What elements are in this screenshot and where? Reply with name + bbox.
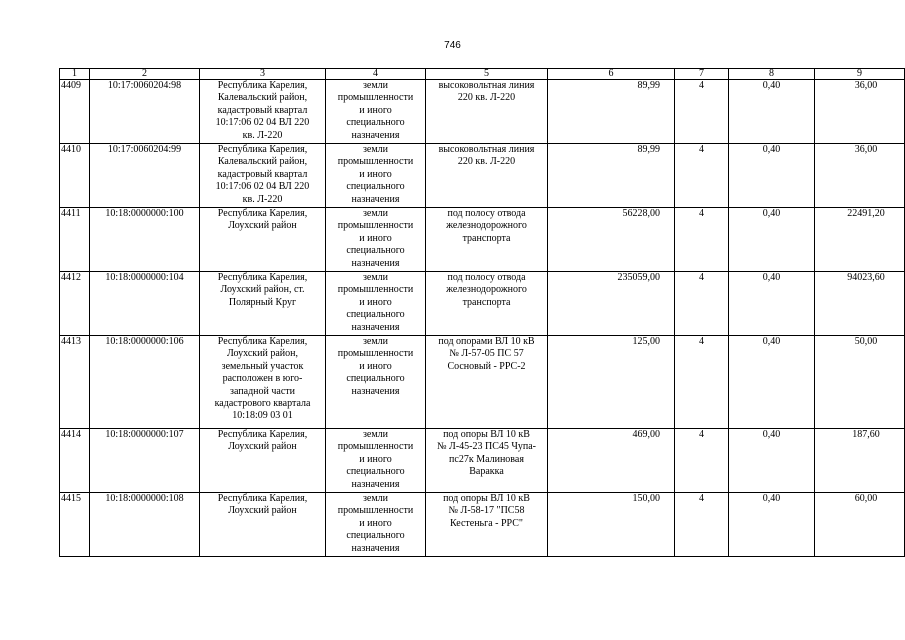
cadastral-number: 10:17:0060204:99 xyxy=(90,144,200,208)
amount: 60,00 xyxy=(815,493,905,557)
rate: 0,40 xyxy=(729,208,815,272)
rate: 0,40 xyxy=(729,429,815,493)
column-header: 1 xyxy=(60,69,90,80)
column-number-row xyxy=(60,69,905,80)
area: 235059,00 xyxy=(548,272,675,336)
area: 150,00 xyxy=(548,493,675,557)
row-id: 4409 xyxy=(60,80,90,144)
permitted-use: под опорами ВЛ 10 кВ № Л-57-05 ПС 57 Сосновый - РРС-2 xyxy=(426,336,548,429)
column-header: 8 xyxy=(729,69,815,80)
col7-value: 4 xyxy=(675,272,729,336)
land-category: земли промышленности и иного специального назначения xyxy=(326,208,426,272)
amount: 22491,20 xyxy=(815,208,905,272)
area: 469,00 xyxy=(548,429,675,493)
amount: 36,00 xyxy=(815,80,905,144)
rate: 0,40 xyxy=(729,144,815,208)
address: Республика Карелия, Лоухский район xyxy=(200,208,326,272)
table-row xyxy=(60,208,905,272)
address: Республика Карелия, Лоухский район, земельный участок расположен в юго- западной части кадастрового квартала 10:18:09 03 01 xyxy=(200,336,326,429)
rate: 0,40 xyxy=(729,493,815,557)
cadastral-number: 10:18:0000000:106 xyxy=(90,336,200,429)
column-header: 4 xyxy=(326,69,426,80)
col7-value: 4 xyxy=(675,429,729,493)
col7-value: 4 xyxy=(675,208,729,272)
row-id: 4411 xyxy=(60,208,90,272)
column-header: 2 xyxy=(90,69,200,80)
column-header: 7 xyxy=(675,69,729,80)
address: Республика Карелия, Лоухский район xyxy=(200,429,326,493)
land-category: земли промышленности и иного специального назначения xyxy=(326,144,426,208)
table-row xyxy=(60,493,905,557)
rate: 0,40 xyxy=(729,336,815,429)
area: 56228,00 xyxy=(548,208,675,272)
permitted-use: высоковольтная линия 220 кв. Л-220 xyxy=(426,80,548,144)
address: Республика Карелия, Калевальский район, кадастровый квартал 10:17:06 02 04 ВЛ 220 кв. Л-220 xyxy=(200,80,326,144)
land-registry-table xyxy=(59,68,905,557)
col7-value: 4 xyxy=(675,336,729,429)
area: 89,99 xyxy=(548,144,675,208)
address: Республика Карелия, Калевальский район, кадастровый квартал 10:17:06 02 04 ВЛ 220 кв. Л-220 xyxy=(200,144,326,208)
row-id: 4410 xyxy=(60,144,90,208)
column-header: 5 xyxy=(426,69,548,80)
table-row xyxy=(60,429,905,493)
amount: 36,00 xyxy=(815,144,905,208)
cadastral-number: 10:18:0000000:104 xyxy=(90,272,200,336)
col7-value: 4 xyxy=(675,144,729,208)
cadastral-number: 10:17:0060204:98 xyxy=(90,80,200,144)
cadastral-number: 10:18:0000000:107 xyxy=(90,429,200,493)
row-id: 4414 xyxy=(60,429,90,493)
col7-value: 4 xyxy=(675,493,729,557)
col7-value: 4 xyxy=(675,80,729,144)
row-id: 4415 xyxy=(60,493,90,557)
rate: 0,40 xyxy=(729,80,815,144)
table-row xyxy=(60,336,905,429)
area: 89,99 xyxy=(548,80,675,144)
table-row xyxy=(60,144,905,208)
permitted-use: под опоры ВЛ 10 кВ № Л-45-23 ПС45 Чупа- пс27к Малиновая Варакка xyxy=(426,429,548,493)
rate: 0,40 xyxy=(729,272,815,336)
land-category: земли промышленности и иного специального назначения xyxy=(326,429,426,493)
cadastral-number: 10:18:0000000:100 xyxy=(90,208,200,272)
table-row xyxy=(60,80,905,144)
table-row xyxy=(60,272,905,336)
address: Республика Карелия, Лоухский район, ст. Полярный Круг xyxy=(200,272,326,336)
permitted-use: под полосу отвода железнодорожного транспорта xyxy=(426,208,548,272)
page-number: 746 xyxy=(444,40,461,51)
land-category: земли промышленности и иного специального назначения xyxy=(326,336,426,429)
permitted-use: высоковольтная линия 220 кв. Л-220 xyxy=(426,144,548,208)
column-header: 3 xyxy=(200,69,326,80)
amount: 187,60 xyxy=(815,429,905,493)
row-id: 4413 xyxy=(60,336,90,429)
permitted-use: под опоры ВЛ 10 кВ № Л-58-17 "ПС58 Кестеньга - РРС" xyxy=(426,493,548,557)
address: Республика Карелия, Лоухский район xyxy=(200,493,326,557)
amount: 50,00 xyxy=(815,336,905,429)
land-category: земли промышленности и иного специального назначения xyxy=(326,80,426,144)
column-header: 9 xyxy=(815,69,905,80)
area: 125,00 xyxy=(548,336,675,429)
amount: 94023,60 xyxy=(815,272,905,336)
column-header: 6 xyxy=(548,69,675,80)
land-category: земли промышленности и иного специального назначения xyxy=(326,272,426,336)
row-id: 4412 xyxy=(60,272,90,336)
land-category: земли промышленности и иного специального назначения xyxy=(326,493,426,557)
cadastral-number: 10:18:0000000:108 xyxy=(90,493,200,557)
permitted-use: под полосу отвода железнодорожного транспорта xyxy=(426,272,548,336)
